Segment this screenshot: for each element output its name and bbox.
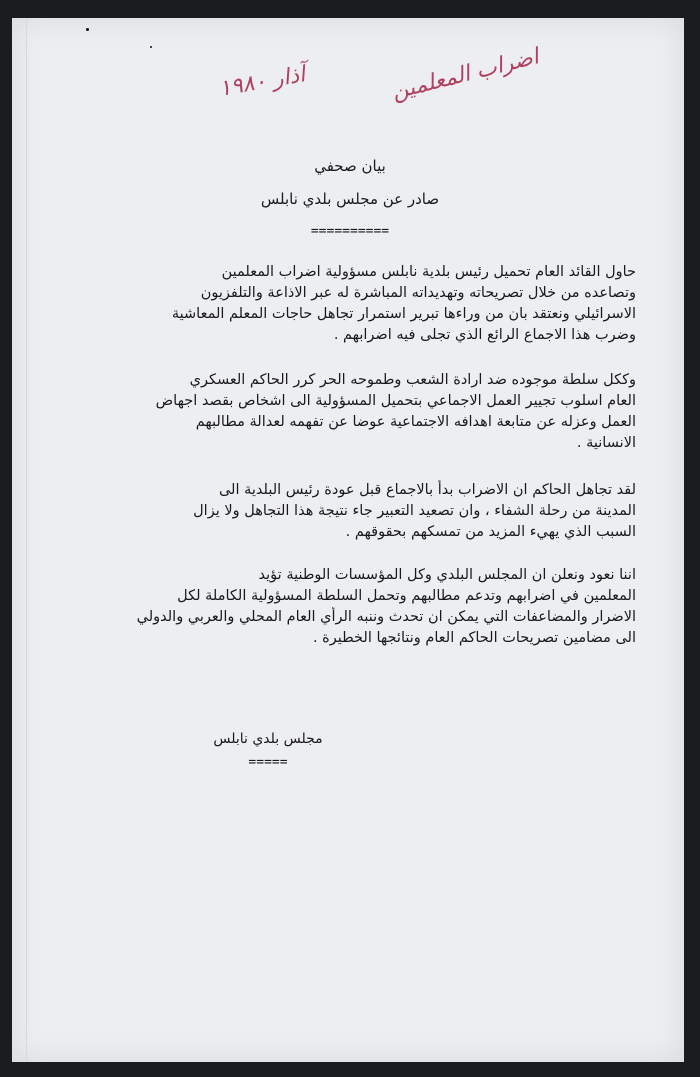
footer-divider: ===== <box>248 755 288 770</box>
ink-speck <box>86 28 89 31</box>
paragraph-line: المعلمين في اضرابهم وتدعم مطالبهم وتحمل السلطة المسؤولية الكاملة لكل <box>177 588 636 604</box>
paragraph-line: الى مضامين تصريحات الحاكم العام ونتائجها الخطيرة . <box>312 630 636 646</box>
handwritten-topic: اضراب المعلمين <box>389 44 542 105</box>
handwritten-date: آذار ١٩٨٠ <box>217 62 308 102</box>
header-divider: ========== <box>310 224 390 239</box>
paragraph-line: العمل وعزله عن متابعة اهدافه الاجتماعية عوضا عن تفهمه لعدالة مطالبهم <box>195 414 636 430</box>
paragraph-line: وككل سلطة موجوده ضد ارادة الشعب وطموحه الحر كرر الحاكم العسكري <box>189 372 636 388</box>
paragraph-2 <box>61 370 636 454</box>
document-title: بيان صحفي <box>314 157 386 175</box>
paragraph-line: السبب الذي يهيء المزيد من تمسكهم بحقوقهم . <box>345 524 636 540</box>
ink-speck <box>150 46 152 48</box>
paragraph-4 <box>61 565 636 649</box>
document-subtitle: صادر عن مجلس بلدي نابلس <box>260 190 440 208</box>
paragraph-line: لقد تجاهل الحاكم ان الاضراب بدأ بالاجماع قبل عودة رئيس البلدية الى <box>218 482 636 498</box>
paragraph-line: الانسانية . <box>576 435 636 451</box>
paragraph-1 <box>61 262 636 346</box>
signature: مجلس بلدي نابلس <box>213 731 323 747</box>
paragraph-line: الاضرار والمضاعفات التي يمكن ان تحدث وننبه الرأي العام المحلي والعربي والدولي <box>136 609 636 625</box>
paragraph-line: اننا نعود ونعلن ان المجلس البلدي وكل المؤسسات الوطنية تؤيد <box>258 567 636 583</box>
paragraph-line: حاول القائد العام تحميل رئيس بلدية نابلس مسؤولية اضراب المعلمين <box>221 264 636 280</box>
paragraph-line: العام اسلوب تجيير العمل الاجماعي بتحميل المسؤولية الى اشخاص بقصد اجهاض <box>155 393 636 409</box>
paragraph-line: المدينة من رحلة الشفاء ، وان تصعيد التعبير جاء نتيجة هذا التجاهل ولا يزال <box>193 503 636 519</box>
paragraph-3 <box>61 480 636 543</box>
paragraph-line: وتصاعده من خلال تصريحاته وتهديداته المباشرة له عبر الاذاعة والتلفزيون <box>200 285 636 301</box>
paper-edge-line <box>26 18 27 1062</box>
paragraph-line: الاسرائيلي ونعتقد بان من وراءها تبرير استمرار تجاهل حاجات المعلم المعاشية <box>171 306 636 322</box>
paragraph-line: وضرب هذا الاجماع الرائع الذي تجلى فيه اضرابهم . <box>333 327 636 343</box>
